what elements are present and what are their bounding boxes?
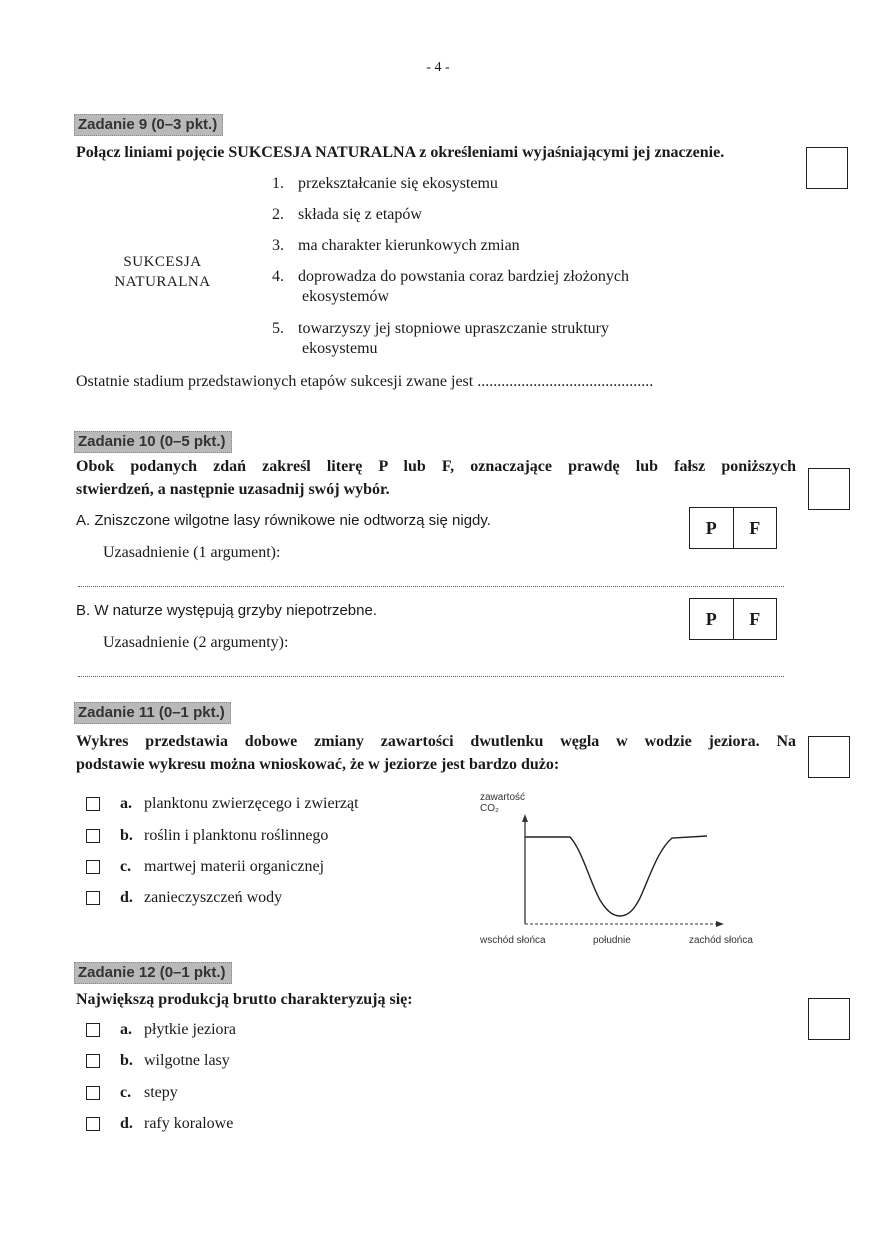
task9-concept [100,252,225,292]
checkbox[interactable] [86,829,100,843]
task10-b-answer-line[interactable] [78,676,784,677]
chart-tick-sunset: zachód słońca [689,935,753,946]
task11-instruction-line1: Wykres przedstawia dobowe zmiany zawartości dwutlenku węgla w wodzie jeziora. Na [76,733,796,750]
task11-option-c[interactable]: c. martwej materii organicznej [86,858,324,876]
task10-instruction-line1: Obok podanych zdań zakreśl literę P lub F, oznaczające prawdę lub fałsz poniższych [76,458,796,475]
task9-instruction: Połącz liniami pojęcie SUKCESJA NATURALNA z określeniami wyjaśniającymi jej znaczenie. [76,144,725,161]
task11-label: Zadanie 11 (0–1 pkt.) [74,702,231,724]
task10-statement-a: A. Zniszczone wilgotne lasy równikowe nie odtworzą się nigdy. [76,512,491,529]
task9-item-3[interactable]: 3. ma charakter kierunkowych zmian [272,237,520,254]
checkbox[interactable] [86,891,100,905]
task9-label: Zadanie 9 (0–3 pkt.) [74,114,223,136]
task9-item-5[interactable]: 5. towarzyszy jej stopniowe upraszczanie struktury ekosystemu [272,320,610,357]
chart-tick-sunrise: wschód słońca [480,935,546,946]
chart-ylabel-line2: CO₂ [480,803,499,814]
chart-y-axis-arrow [522,814,528,822]
task10-label: Zadanie 10 (0–5 pkt.) [74,431,232,453]
checkbox[interactable] [86,1054,100,1068]
task9-item-4[interactable]: 4. doprowadza do powstania coraz bardziej złożonych ekosystemów [272,268,629,305]
task10-b-pf-box [689,598,777,640]
task11-option-d[interactable]: d. zanieczyszczeń wody [86,889,282,907]
page-number: - 4 - [426,60,450,75]
checkbox[interactable] [86,1117,100,1131]
checkbox[interactable] [86,860,100,874]
task10-b-justification-label: Uzasadnienie (2 argumenty): [103,634,289,651]
task10-score-box[interactable] [808,468,850,510]
checkbox[interactable] [86,1023,100,1037]
task12-label: Zadanie 12 (0–1 pkt.) [74,962,232,984]
task10-a-pf-box [689,507,777,549]
task9-score-box[interactable] [806,147,848,189]
task9-concept-line1: SUKCESJA [123,254,202,270]
chart-ylabel-line1: zawartość [480,792,526,803]
task12-option-d[interactable]: d. rafy koralowe [86,1115,233,1133]
task10-b-true-option[interactable]: P [690,599,734,639]
task12-score-box[interactable] [808,998,850,1040]
task11-option-a[interactable]: a. planktonu zwierzęcego i zwierząt [86,795,359,813]
task10-a-true-option[interactable]: P [690,508,734,548]
task11-score-box[interactable] [808,736,850,778]
task10-a-false-option[interactable]: F [749,517,761,538]
task10-b-false-option[interactable]: F [749,608,761,629]
task9-item-2[interactable]: 2. składa się z etapów [272,206,422,223]
task10-statement-b: B. W naturze występują grzyby niepotrzebne. [76,602,378,619]
co2-curve [525,836,707,916]
task9-concept-line2: NATURALNA [114,274,211,290]
task12-instruction: Największą produkcją brutto charakteryzują się: [76,991,413,1008]
checkbox[interactable] [86,1086,100,1100]
chart-x-axis-arrow [716,921,724,927]
checkbox[interactable] [86,797,100,811]
task12-option-c[interactable]: c. stepy [86,1084,178,1102]
task11-instruction-line2: podstawie wykresu można wnioskować, że w jeziorze jest bardzo dużo: [76,756,560,773]
co2-chart [500,800,760,935]
task11-option-b[interactable]: b. roślin i planktonu roślinnego [86,827,328,845]
task12-option-a[interactable]: a. płytkie jeziora [86,1021,236,1039]
task10-instruction-line2: stwierdzeń, a następnie uzasadnij swój wybór. [76,481,390,498]
task12-option-b[interactable]: b. wilgotne lasy [86,1052,230,1070]
task9-question[interactable]: Ostatnie stadium przedstawionych etapów sukcesji zwane jest ............................................ [76,373,654,390]
task10-a-answer-line[interactable] [78,586,784,587]
task9-item-1[interactable]: 1. przekształcanie się ekosystemu [272,175,498,192]
task10-a-justification-label: Uzasadnienie (1 argument): [103,544,281,561]
chart-tick-noon: południe [593,935,631,946]
